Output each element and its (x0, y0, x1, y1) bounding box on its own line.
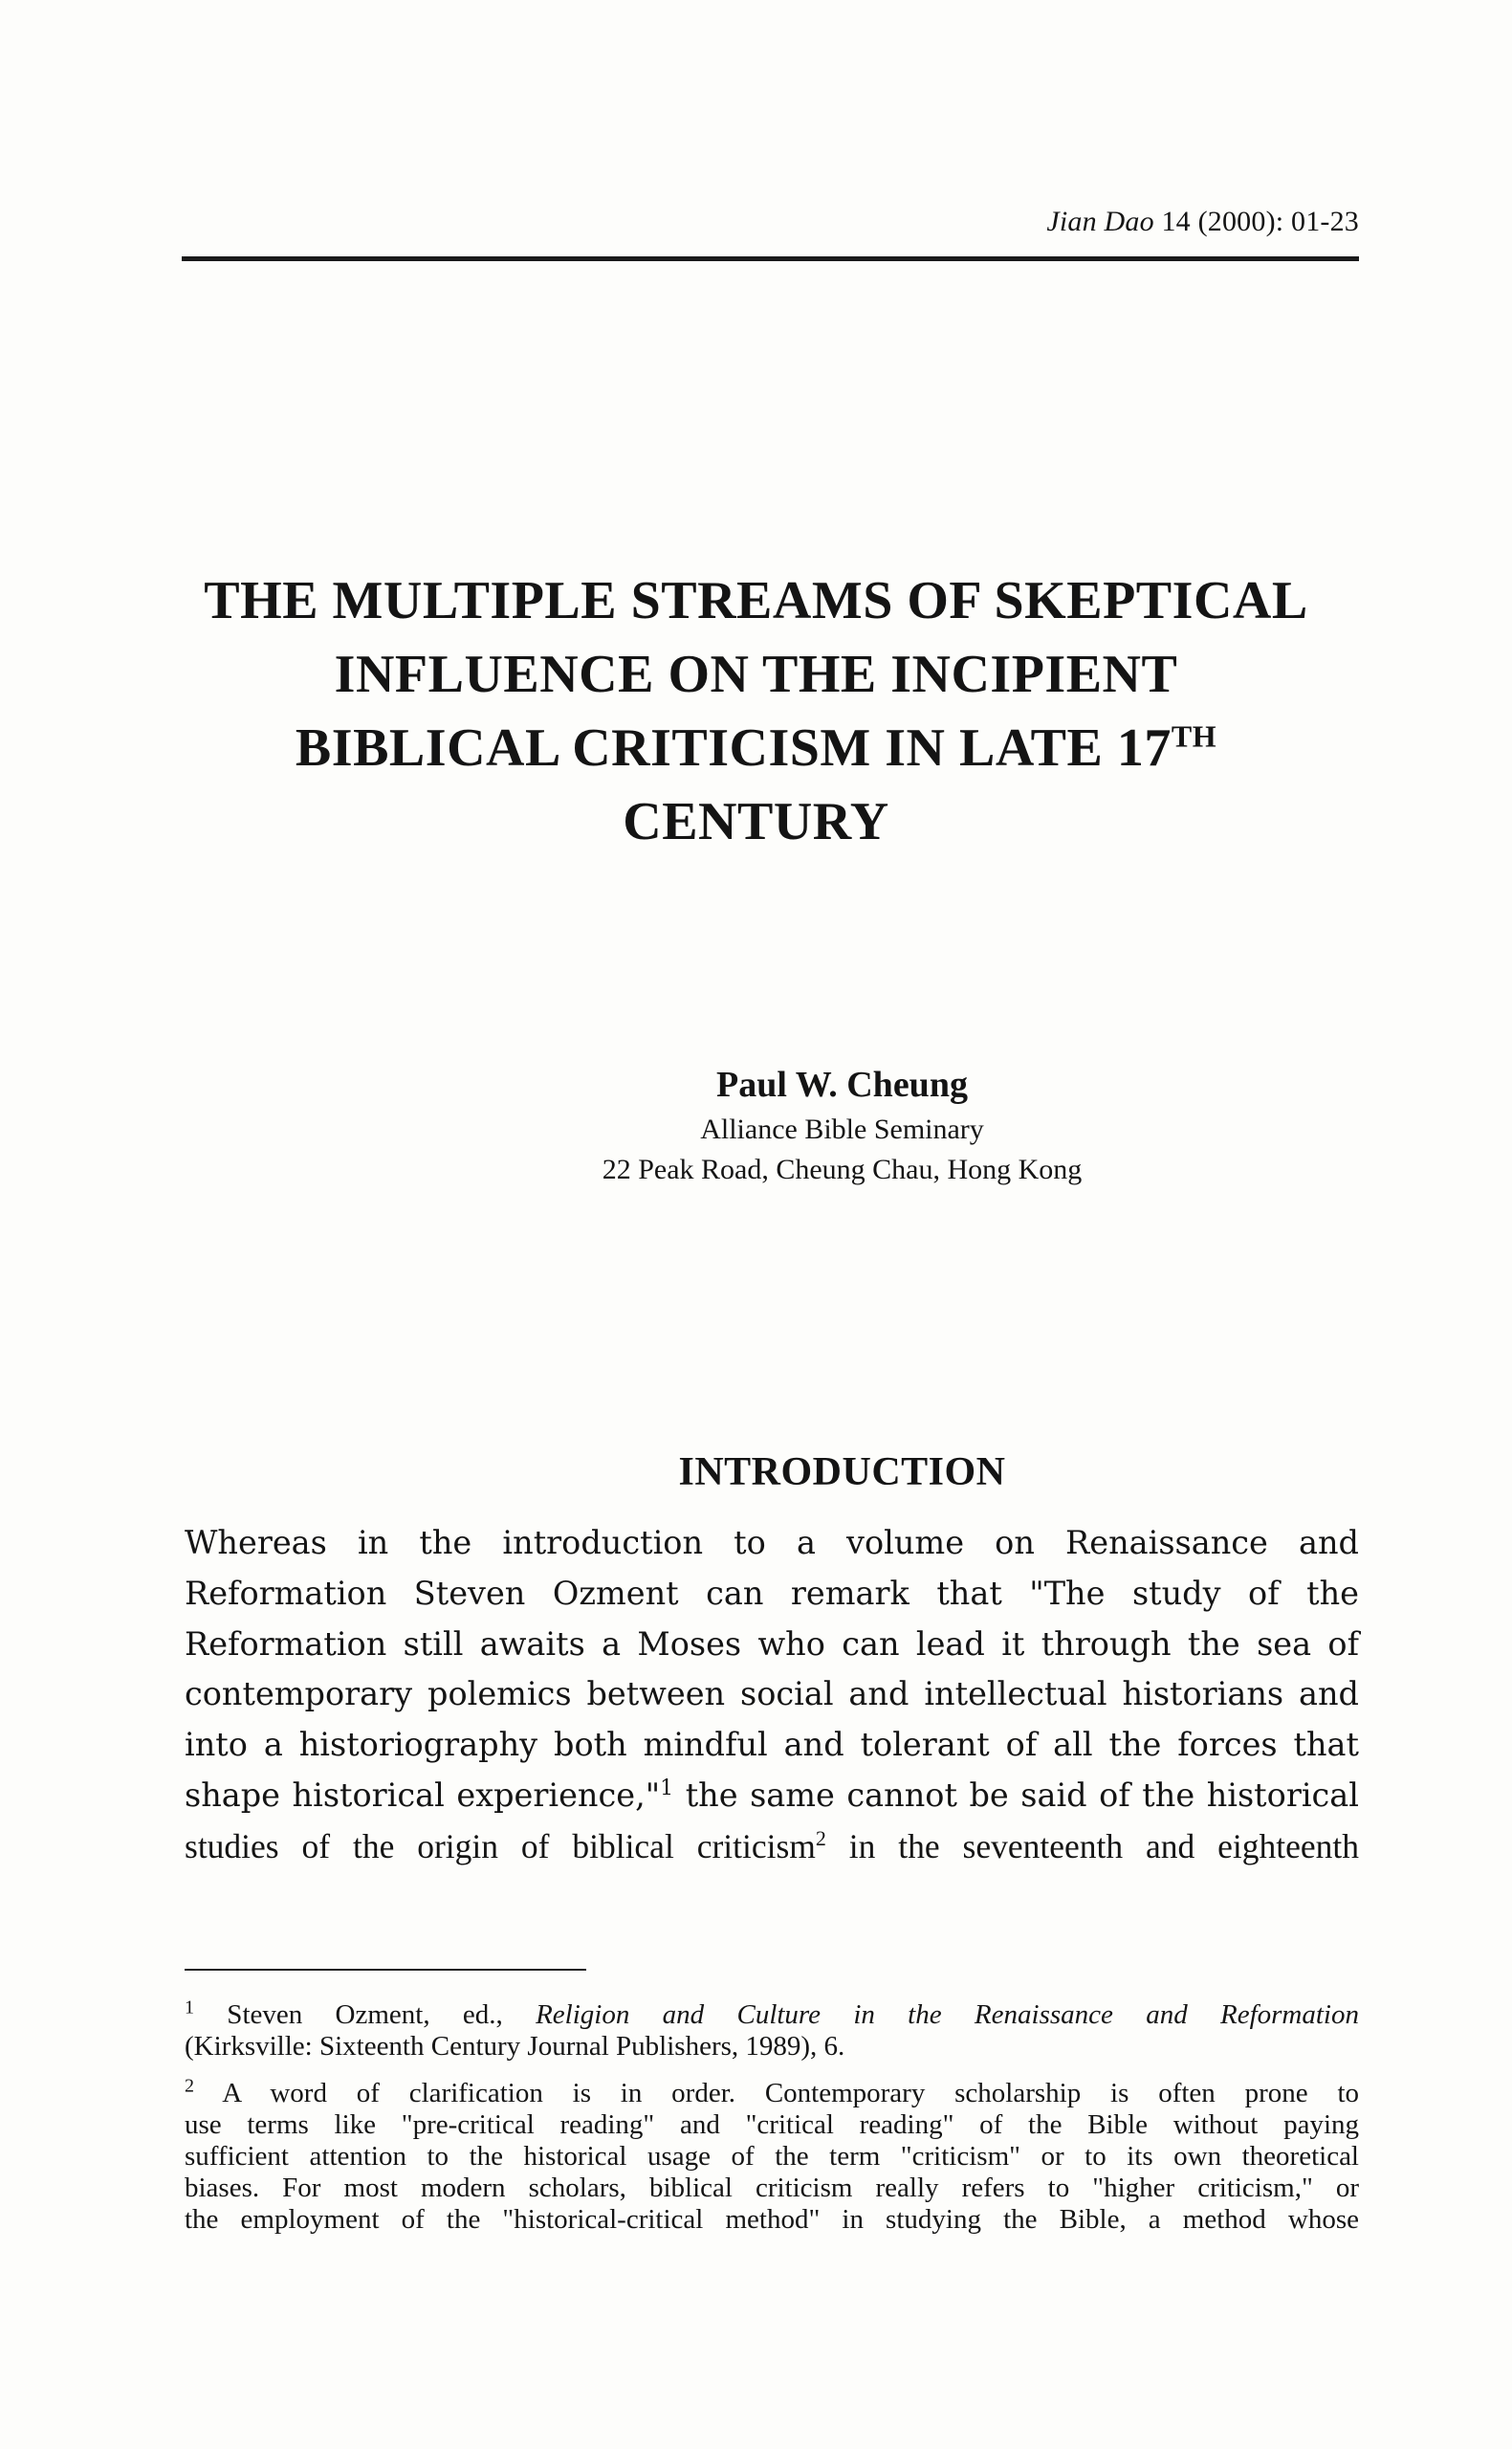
footnote-marker: 2 (185, 2075, 194, 2097)
body-line: Reformation Steven Ozment can remark that "The study of the (185, 1574, 1359, 1612)
body-text-run: studies of the origin of biblical criticism (185, 1826, 816, 1865)
body-paragraph (185, 1518, 1359, 1872)
article-title (143, 564, 1369, 859)
body-text-run: the same cannot be said of the historical (673, 1776, 1359, 1814)
footnote-text: A word of clarification is in order. Contemporary scholarship is often prone to (194, 2078, 1359, 2108)
footnote-line (185, 2075, 1359, 2109)
body-line (185, 1821, 1359, 1872)
body-line: into a historiography both mindful and tolerant of all the forces that (185, 1726, 1359, 1764)
footnote-marker: 1 (185, 1997, 194, 2019)
footnote-ref-2[interactable]: 2 (815, 1825, 826, 1850)
footnote-book-title: Religion and Culture in the Renaissance and Reformation (536, 1999, 1359, 2030)
author-name: Paul W. Cheung (716, 1065, 968, 1105)
footnotes (185, 1999, 1359, 2251)
body-line (185, 1771, 1359, 1821)
title-line-4: CENTURY (623, 792, 889, 851)
body-line: Whereas in the introduction to a volume on Renaissance and (185, 1524, 1359, 1561)
footnote-line: biases. For most modern scholars, biblical criticism really refers to "higher criticism," or (185, 2173, 1359, 2203)
journal-name: Jian Dao (1046, 206, 1154, 237)
footnote-line: use terms like "pre-critical reading" and "critical reading" of the Bible without paying (185, 2109, 1359, 2140)
body-text-run: in the seventeenth and eighteenth (825, 1826, 1359, 1865)
footnote-line: sufficient attention to the historical usage of the term "criticism" or to its own theoretical (185, 2141, 1359, 2172)
title-line-3-text: BIBLICAL CRITICISM IN LATE 17 (295, 718, 1172, 778)
author-block (172, 1060, 1512, 1190)
running-header (182, 206, 1359, 238)
body-line: Reformation still awaits a Moses who can lead it through the sea of (185, 1624, 1359, 1663)
journal-citation: 14 (2000): 01-23 (1161, 206, 1359, 237)
title-line-1: THE MULTIPLE STREAMS OF SKEPTICAL (204, 571, 1308, 630)
body-line: contemporary polemics between social and intellectual historians and (185, 1675, 1359, 1713)
footnote-line (185, 1999, 1359, 2031)
footnote-text: Steven Ozment, ed., (194, 1999, 537, 2030)
title-line-3 (143, 712, 1369, 785)
author-institution: Alliance Bible Seminary (700, 1114, 984, 1145)
footnote-line: the employment of the "historical-critical method" in studying the Bible, a method whose (185, 2204, 1359, 2235)
section-heading: INTRODUCTION (678, 1450, 1006, 1494)
footnote-ref-1[interactable]: 1 (660, 1776, 674, 1800)
footnote-2 (185, 2075, 1359, 2236)
title-superscript: TH (1171, 718, 1217, 754)
footnote-rule (185, 1969, 586, 1971)
body-text-run: shape historical experience," (185, 1776, 661, 1814)
title-line-2: INFLUENCE ON THE INCIPIENT (334, 645, 1178, 704)
footnote-line: (Kirksville: Sixteenth Century Journal Publishers, 1989), 6. (185, 2031, 845, 2062)
header-rule (182, 256, 1359, 261)
author-address: 22 Peak Road, Cheung Chau, Hong Kong (602, 1154, 1083, 1185)
footnote-1 (185, 1999, 1359, 2063)
